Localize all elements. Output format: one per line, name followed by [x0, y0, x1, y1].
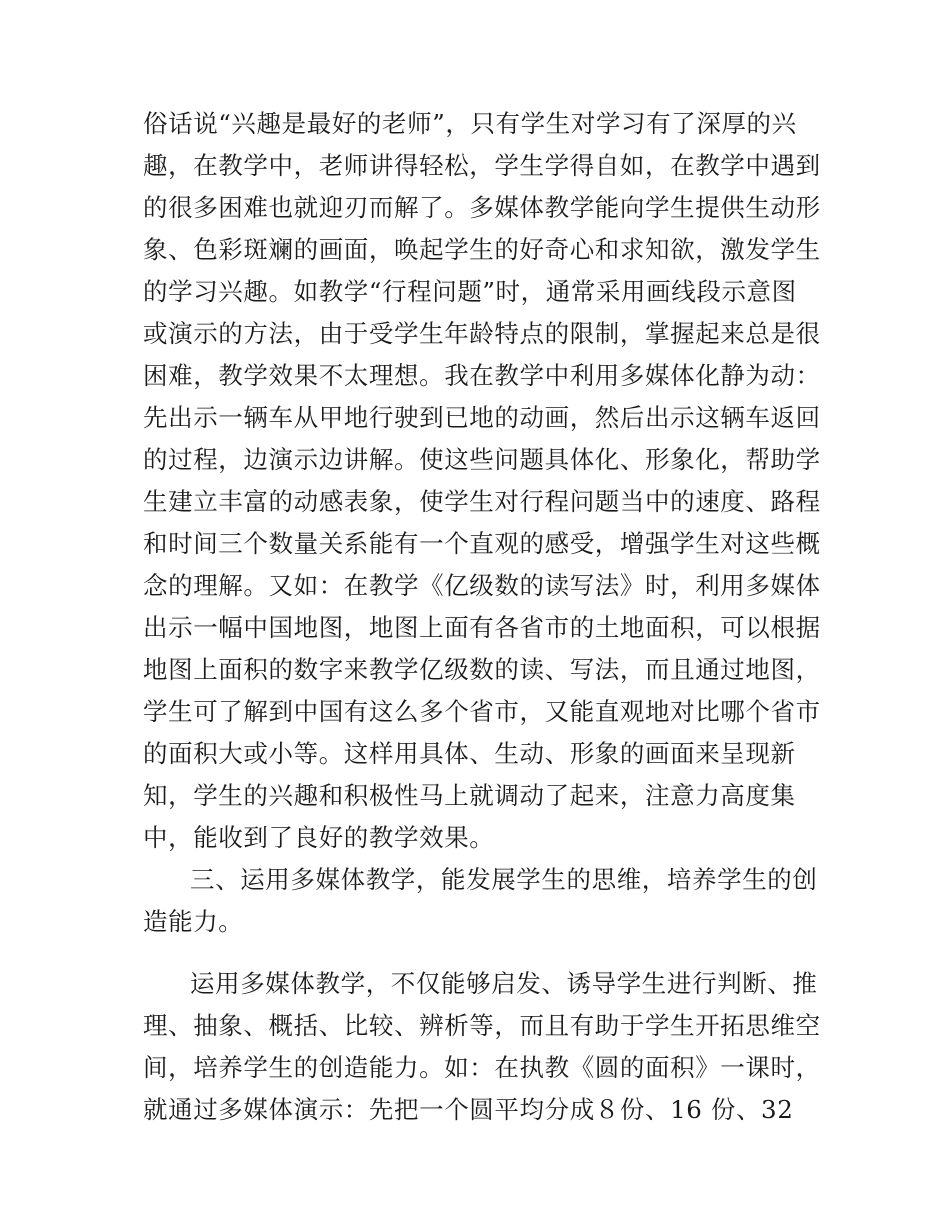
paragraph-interest	[143, 103, 823, 859]
text-line: 的面积大或小等。这样用具体、生动、形象的画面来呈现新	[143, 739, 796, 768]
text-line: 学生可了解到中国有这么多个省市，又能直观地对比哪个省市	[143, 697, 821, 726]
text-line: 趣，在教学中，老师讲得轻松，学生学得自如，在教学中遇到	[143, 151, 821, 180]
paragraph-creativity	[143, 963, 823, 1131]
text-line: 和时间三个数量关系能有一个直观的感受，增强学生对这些概	[143, 529, 821, 558]
text-line: 理、抽象、概括、比较、辨析等，而且有助于学生开拓思维空	[143, 1011, 821, 1040]
text-line: 或演示的方法，由于受学生年龄特点的限制，掌握起来总是很	[143, 319, 821, 348]
text-line: 知，学生的兴趣和积极性马上就调动了起来，注意力高度集	[143, 781, 796, 810]
text-line: 中，能收到了良好的教学效果。	[143, 823, 495, 852]
text-line: 运用多媒体教学，不仅能够启发、诱导学生进行判断、推	[190, 969, 818, 998]
text-line: 俗话说“兴趣是最好的老师”，只有学生对学习有了深厚的兴	[143, 109, 797, 138]
heading-line: 三、运用多媒体教学，能发展学生的思维，培养学生的创	[190, 865, 818, 894]
text-line: 的学习兴趣。如教学“行程问题”时，通常采用画线段示意图	[143, 277, 797, 306]
text-line: 间，培养学生的创造能力。如：在执教《圆的面积》一课时，	[143, 1053, 821, 1082]
text-line: 地图上面积的数字来教学亿级数的读、写法，而且通过地图，	[143, 655, 821, 684]
text-line: 就通过多媒体演示：先把一个圆平均分成８份、16 份、32	[143, 1095, 794, 1124]
body-text	[143, 103, 823, 1131]
text-line: 困难，教学效果不太理想。我在教学中利用多媒体化静为动：	[143, 361, 821, 390]
text-line: 象、色彩斑斓的画面，唤起学生的好奇心和求知欲，激发学生	[143, 235, 821, 264]
text-line: 念的理解。又如：在教学《亿级数的读写法》时，利用多媒体	[143, 571, 821, 600]
heading-line: 造能力。	[143, 907, 244, 936]
text-line: 生建立丰富的动感表象，使学生对行程问题当中的速度、路程	[143, 487, 821, 516]
text-line: 先出示一辆车从甲地行驶到已地的动画，然后出示这辆车返回	[143, 403, 821, 432]
text-line: 的很多困难也就迎刃而解了。多媒体教学能向学生提供生动形	[143, 193, 821, 222]
paragraph-gap	[143, 943, 823, 963]
text-line: 出示一幅中国地图，地图上面有各省市的土地面积，可以根据	[143, 613, 821, 642]
text-line: 的过程，边演示边讲解。使这些问题具体化、形象化，帮助学	[143, 445, 821, 474]
section-heading-3	[143, 859, 823, 943]
